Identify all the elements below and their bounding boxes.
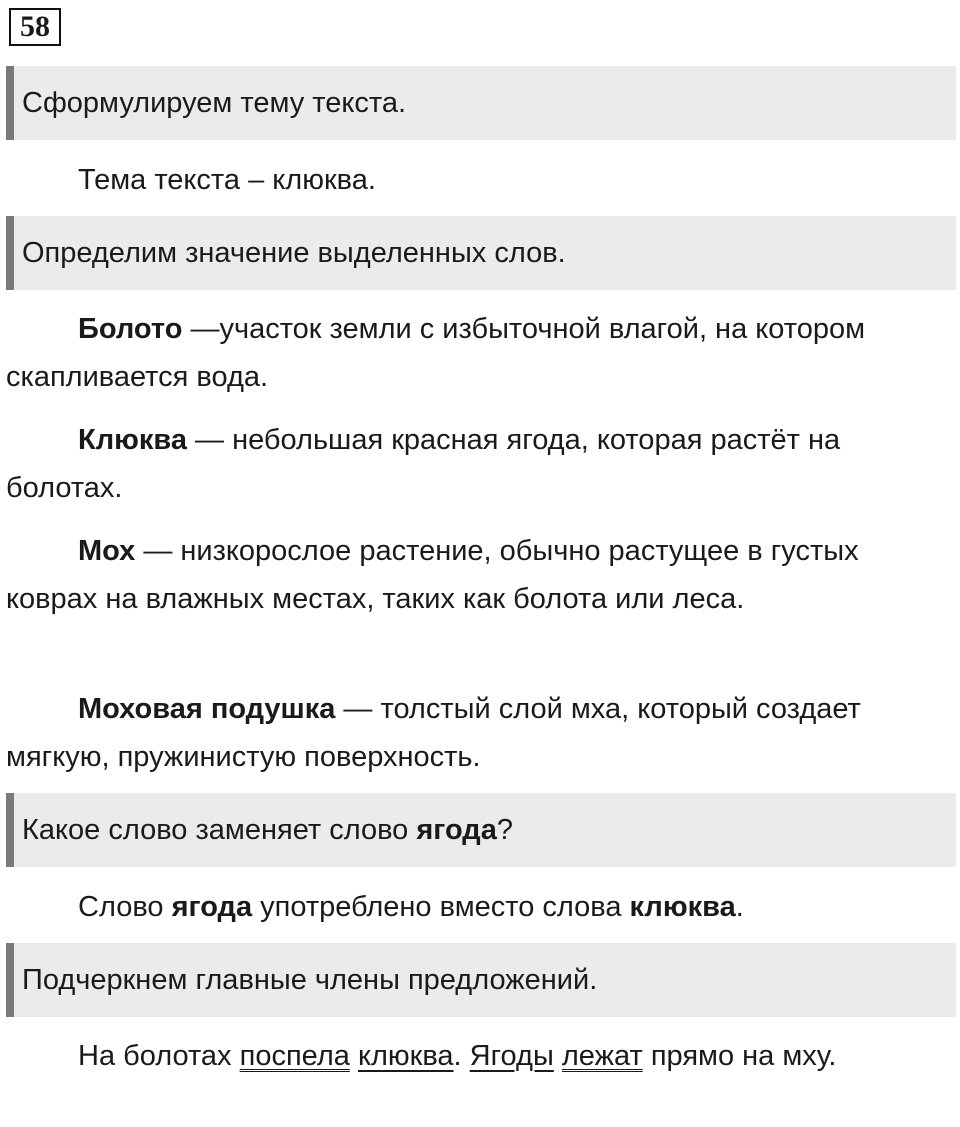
- predicate-lezhat: лежат: [561, 1040, 643, 1072]
- answer-replacement: [6, 883, 950, 931]
- predicate-poshela: поспела: [239, 1040, 350, 1072]
- definition-text: — небольшая красная ягода, которая растёт на болотах.: [6, 424, 841, 504]
- sentence-text: прямо на мху.: [642, 1040, 837, 1072]
- definition-mohovaya-podushka: [6, 685, 950, 781]
- definition-term: Клюква: [78, 424, 187, 456]
- question-word: ягода: [416, 814, 497, 846]
- definition-moh: [6, 527, 950, 623]
- definition-term: Болото: [78, 313, 183, 345]
- definition-text: — низкорослое растение, обычно растущее в густых коврах на влажных местах, таких как болота или леса.: [6, 535, 859, 615]
- definition-term: Мох: [78, 535, 136, 567]
- definition-text: —участок земли с избыточной влагой, на котором скапливается вода.: [6, 313, 866, 393]
- definition-term: Моховая подушка: [78, 693, 336, 725]
- instruction-main-members: Подчеркнем главные члены предложений.: [6, 943, 956, 1017]
- definition-klyukva: [6, 416, 950, 512]
- answer-text: .: [735, 891, 744, 923]
- answer-text: употреблено вместо слова: [252, 891, 630, 923]
- instruction-replacement: [6, 793, 956, 867]
- answer-theme: Тема текста – клюква.: [78, 164, 376, 196]
- instruction-theme: Сформулируем тему текста.: [6, 66, 956, 140]
- definition-boloto: [6, 305, 950, 401]
- question-mark: ?: [496, 814, 513, 846]
- definition-text: — толстый слой мха, который создает мягкую, пружинистую поверхность.: [6, 693, 861, 773]
- sentence-text: На болотах: [78, 1040, 240, 1072]
- subject-klyukva: клюква: [357, 1040, 454, 1072]
- subject-yagody: Ягоды: [469, 1040, 554, 1072]
- task-number-box: 58: [9, 8, 61, 46]
- instruction-meanings: Определим значение выделенных слов.: [6, 216, 956, 290]
- answer-word-yagoda: ягода: [171, 891, 253, 923]
- sentence-space: [350, 1040, 358, 1072]
- answer-text: Слово: [78, 891, 172, 923]
- sentence-space: [554, 1040, 562, 1072]
- sentence-text: .: [453, 1040, 470, 1072]
- answer-main-members: [6, 1032, 950, 1080]
- answer-word-klyukva: клюква: [629, 891, 736, 923]
- question-text: Какое слово заменяет слово: [22, 814, 417, 846]
